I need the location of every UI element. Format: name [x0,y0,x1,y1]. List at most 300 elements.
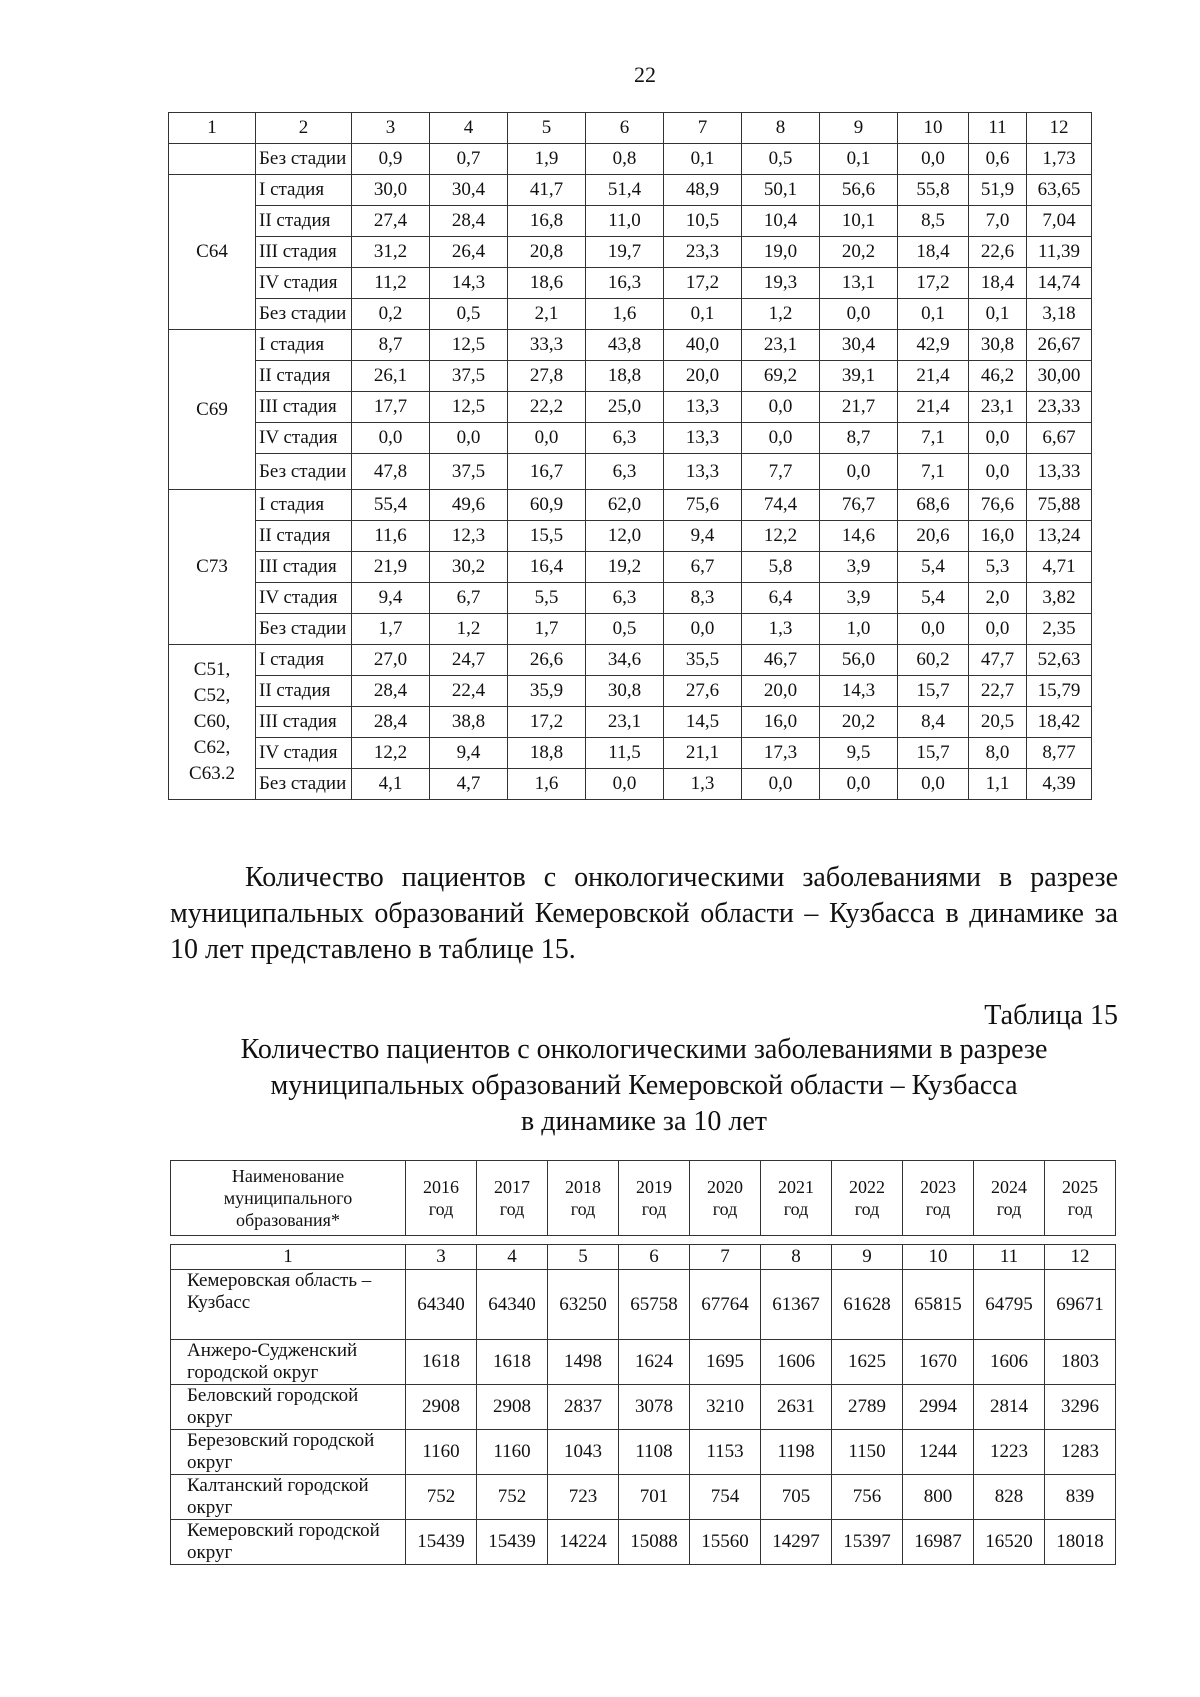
table-header-row [169,113,1092,144]
value-cell: 52,63 [1027,645,1092,676]
value-cell: 0,0 [742,769,820,800]
table-row [169,490,1092,521]
value-cell: 13,3 [664,423,742,454]
value-cell: 9,4 [352,583,430,614]
value-cell: 2,0 [969,583,1027,614]
value-cell: 38,8 [430,707,508,738]
year-header-cell: 2024 год [974,1161,1045,1236]
value-cell: 37,5 [430,361,508,392]
value-cell: 76,7 [820,490,898,521]
header-municipality: Наименование муниципального образования* [171,1161,406,1236]
value-cell: 62,0 [586,490,664,521]
value-cell: 8,4 [898,707,969,738]
value-cell: 21,4 [898,392,969,423]
stage-cell: IV стадия [256,738,352,769]
value-cell: 28,4 [352,707,430,738]
stage-cell: Без стадии [256,144,352,175]
value-cell: 34,6 [586,645,664,676]
value-cell: 0,1 [969,299,1027,330]
value-cell: 14,6 [820,521,898,552]
value-cell: 0,9 [352,144,430,175]
stage-cell: I стадия [256,175,352,206]
stage-cell: I стадия [256,490,352,521]
value-cell: 14224 [548,1520,619,1565]
table-caption [170,1032,1118,1140]
value-cell: 18018 [1045,1520,1116,1565]
year-header-cell: 2016 год [406,1161,477,1236]
value-cell: 1,1 [969,769,1027,800]
value-cell: 6,3 [586,454,664,490]
value-cell: 15439 [477,1520,548,1565]
value-cell: 30,0 [352,175,430,206]
value-cell: 752 [406,1475,477,1520]
value-cell: 1153 [690,1430,761,1475]
value-cell: 27,4 [352,206,430,237]
column-number-cell: 7 [664,113,742,144]
stage-cell: Без стадии [256,454,352,490]
value-cell: 18,4 [969,268,1027,299]
value-cell: 9,4 [430,738,508,769]
municipality-name-cell: Березовский городской округ [171,1430,406,1475]
column-number-cell: 7 [690,1245,761,1270]
municipality-name-cell: Беловский городской округ [171,1385,406,1430]
value-cell: 30,00 [1027,361,1092,392]
value-cell: 30,8 [969,330,1027,361]
value-cell: 12,5 [430,392,508,423]
value-cell: 3,9 [820,552,898,583]
stage-cell: IV стадия [256,268,352,299]
table-row [169,361,1092,392]
table-row [169,676,1092,707]
value-cell: 7,7 [742,454,820,490]
value-cell: 63250 [548,1270,619,1340]
table-row [169,645,1092,676]
value-cell: 16,3 [586,268,664,299]
table-row [171,1475,1116,1520]
value-cell: 20,2 [820,237,898,268]
value-cell: 65758 [619,1270,690,1340]
column-number-cell: 10 [903,1245,974,1270]
table-row [171,1385,1116,1430]
value-cell: 21,1 [664,738,742,769]
value-cell: 2789 [832,1385,903,1430]
municipality-name-cell: Кемеровский городской округ [171,1520,406,1565]
value-cell: 42,9 [898,330,969,361]
table-row [169,738,1092,769]
value-cell: 3296 [1045,1385,1116,1430]
value-cell: 13,33 [1027,454,1092,490]
value-cell: 63,65 [1027,175,1092,206]
value-cell: 6,7 [430,583,508,614]
value-cell: 17,7 [352,392,430,423]
value-cell: 16,8 [508,206,586,237]
value-cell: 51,4 [586,175,664,206]
stage-cell: I стадия [256,330,352,361]
column-number-cell: 2 [256,113,352,144]
value-cell: 1,2 [430,614,508,645]
value-cell: 40,0 [664,330,742,361]
value-cell: 7,1 [898,423,969,454]
value-cell: 1670 [903,1340,974,1385]
value-cell: 14,74 [1027,268,1092,299]
value-cell: 47,7 [969,645,1027,676]
value-cell: 8,7 [352,330,430,361]
table-row [169,330,1092,361]
value-cell: 13,3 [664,392,742,423]
table-row [171,1430,1116,1475]
column-number-cell: 4 [430,113,508,144]
value-cell: 10,1 [820,206,898,237]
value-cell: 23,1 [586,707,664,738]
value-cell: 3078 [619,1385,690,1430]
value-cell: 1198 [761,1430,832,1475]
value-cell: 1,2 [742,299,820,330]
value-cell: 22,7 [969,676,1027,707]
value-cell: 23,1 [742,330,820,361]
stage-distribution-table [168,112,1092,800]
value-cell: 75,6 [664,490,742,521]
value-cell: 0,2 [352,299,430,330]
value-cell: 1695 [690,1340,761,1385]
table-row [169,237,1092,268]
value-cell: 8,0 [969,738,1027,769]
year-header-cell: 2018 год [548,1161,619,1236]
value-cell: 69,2 [742,361,820,392]
value-cell: 1160 [406,1430,477,1475]
diagnosis-code-cell: С73 [169,490,256,645]
value-cell: 0,6 [969,144,1027,175]
value-cell: 1618 [406,1340,477,1385]
value-cell: 26,1 [352,361,430,392]
value-cell: 47,8 [352,454,430,490]
value-cell: 11,0 [586,206,664,237]
value-cell: 1,6 [508,769,586,800]
value-cell: 0,0 [664,614,742,645]
value-cell: 1624 [619,1340,690,1385]
value-cell: 16,0 [742,707,820,738]
table-row [169,552,1092,583]
value-cell: 0,5 [742,144,820,175]
municipal-table-header [170,1160,1116,1236]
value-cell: 1244 [903,1430,974,1475]
value-cell: 31,2 [352,237,430,268]
value-cell: 20,5 [969,707,1027,738]
body-paragraph: Количество пациентов с онкологическими заболеваниями в разрезе муниципальных образований Кемеровской области – Кузбасса в динамике за 10 лет представлено в таблице 15. [170,862,1118,965]
value-cell: 7,04 [1027,206,1092,237]
value-cell: 1043 [548,1430,619,1475]
value-cell: 5,8 [742,552,820,583]
value-cell: 20,8 [508,237,586,268]
table-row [171,1270,1116,1340]
column-number-cell: 3 [352,113,430,144]
value-cell: 3210 [690,1385,761,1430]
value-cell: 2,1 [508,299,586,330]
value-cell: 18,8 [586,361,664,392]
value-cell: 19,2 [586,552,664,583]
value-cell: 46,7 [742,645,820,676]
stage-cell: III стадия [256,237,352,268]
value-cell: 0,0 [742,392,820,423]
table-row [169,583,1092,614]
column-number-cell: 9 [832,1245,903,1270]
table-row [169,707,1092,738]
value-cell: 12,2 [352,738,430,769]
value-cell: 14,3 [820,676,898,707]
value-cell: 76,6 [969,490,1027,521]
value-cell: 705 [761,1475,832,1520]
table-row [169,144,1092,175]
value-cell: 16,4 [508,552,586,583]
value-cell: 8,3 [664,583,742,614]
year-header-cell: 2025 год [1045,1161,1116,1236]
stage-cell: II стадия [256,676,352,707]
value-cell: 17,2 [898,268,969,299]
value-cell: 0,0 [430,423,508,454]
value-cell: 25,0 [586,392,664,423]
value-cell: 46,2 [969,361,1027,392]
caption-line: муниципальных образований Кемеровской области – Кузбасса [270,1070,1018,1101]
column-number-row [171,1245,1116,1270]
value-cell: 7,0 [969,206,1027,237]
value-cell: 2814 [974,1385,1045,1430]
value-cell: 16987 [903,1520,974,1565]
value-cell: 701 [619,1475,690,1520]
value-cell: 26,4 [430,237,508,268]
value-cell: 24,7 [430,645,508,676]
value-cell: 1606 [761,1340,832,1385]
value-cell: 33,3 [508,330,586,361]
value-cell: 0,0 [898,769,969,800]
column-number-cell: 11 [969,113,1027,144]
value-cell: 1,9 [508,144,586,175]
value-cell: 30,8 [586,676,664,707]
value-cell: 11,6 [352,521,430,552]
value-cell: 61367 [761,1270,832,1340]
value-cell: 800 [903,1475,974,1520]
value-cell: 1606 [974,1340,1045,1385]
column-number-cell: 3 [406,1245,477,1270]
value-cell: 15439 [406,1520,477,1565]
value-cell: 60,2 [898,645,969,676]
value-cell: 13,3 [664,454,742,490]
column-number-cell: 10 [898,113,969,144]
table-row [169,175,1092,206]
value-cell: 48,9 [664,175,742,206]
value-cell: 23,33 [1027,392,1092,423]
value-cell: 22,2 [508,392,586,423]
value-cell: 8,77 [1027,738,1092,769]
stage-cell: II стадия [256,361,352,392]
table-row [169,299,1092,330]
value-cell: 0,0 [898,144,969,175]
value-cell: 1625 [832,1340,903,1385]
value-cell: 65815 [903,1270,974,1340]
value-cell: 12,5 [430,330,508,361]
value-cell: 5,3 [969,552,1027,583]
column-number-cell: 1 [169,113,256,144]
year-header-cell: 2022 год [832,1161,903,1236]
value-cell: 8,5 [898,206,969,237]
value-cell: 56,6 [820,175,898,206]
value-cell: 69671 [1045,1270,1116,1340]
value-cell: 4,1 [352,769,430,800]
stage-cell: III стадия [256,392,352,423]
value-cell: 13,24 [1027,521,1092,552]
value-cell: 21,4 [898,361,969,392]
value-cell: 21,7 [820,392,898,423]
value-cell: 60,9 [508,490,586,521]
value-cell: 0,0 [742,423,820,454]
column-number-cell: 9 [820,113,898,144]
year-header-cell: 2017 год [477,1161,548,1236]
table-row [169,454,1092,490]
value-cell: 23,3 [664,237,742,268]
value-cell: 61628 [832,1270,903,1340]
value-cell: 17,2 [664,268,742,299]
value-cell: 41,7 [508,175,586,206]
value-cell: 20,0 [742,676,820,707]
stage-cell: I стадия [256,645,352,676]
value-cell: 17,2 [508,707,586,738]
value-cell: 839 [1045,1475,1116,1520]
column-number-cell: 1 [171,1245,406,1270]
table-row [169,206,1092,237]
municipality-name-cell: Кемеровская область – Кузбасс [171,1270,406,1340]
value-cell: 1,7 [352,614,430,645]
year-header-cell: 2019 год [619,1161,690,1236]
value-cell: 0,0 [969,423,1027,454]
value-cell: 1160 [477,1430,548,1475]
stage-cell: III стадия [256,552,352,583]
value-cell: 51,9 [969,175,1027,206]
column-number-cell: 11 [974,1245,1045,1270]
value-cell: 3,18 [1027,299,1092,330]
value-cell: 30,2 [430,552,508,583]
value-cell: 22,4 [430,676,508,707]
value-cell: 16520 [974,1520,1045,1565]
value-cell: 11,39 [1027,237,1092,268]
value-cell: 4,7 [430,769,508,800]
table-row [169,614,1092,645]
value-cell: 55,4 [352,490,430,521]
value-cell: 18,42 [1027,707,1092,738]
value-cell: 6,3 [586,423,664,454]
diagnosis-code-cell: С69 [169,330,256,490]
value-cell: 39,1 [820,361,898,392]
value-cell: 14,5 [664,707,742,738]
value-cell: 0,0 [820,454,898,490]
value-cell: 0,0 [820,769,898,800]
value-cell: 11,2 [352,268,430,299]
value-cell: 828 [974,1475,1045,1520]
value-cell: 3,82 [1027,583,1092,614]
value-cell: 756 [832,1475,903,1520]
value-cell: 43,8 [586,330,664,361]
value-cell: 18,6 [508,268,586,299]
value-cell: 754 [690,1475,761,1520]
value-cell: 16,0 [969,521,1027,552]
value-cell: 9,4 [664,521,742,552]
value-cell: 6,3 [586,583,664,614]
caption-line: Количество пациентов с онкологическими заболеваниями в разрезе [240,1034,1048,1065]
value-cell: 27,6 [664,676,742,707]
value-cell: 1,0 [820,614,898,645]
value-cell: 0,5 [430,299,508,330]
column-number-cell: 12 [1027,113,1092,144]
value-cell: 49,6 [430,490,508,521]
value-cell: 0,1 [664,299,742,330]
value-cell: 0,1 [664,144,742,175]
column-number-cell: 6 [586,113,664,144]
value-cell: 1223 [974,1430,1045,1475]
value-cell: 0,0 [969,454,1027,490]
stage-cell: III стадия [256,707,352,738]
value-cell: 0,8 [586,144,664,175]
value-cell: 1498 [548,1340,619,1385]
value-cell: 27,0 [352,645,430,676]
value-cell: 26,67 [1027,330,1092,361]
value-cell: 28,4 [430,206,508,237]
value-cell: 12,2 [742,521,820,552]
value-cell: 0,7 [430,144,508,175]
value-cell: 68,6 [898,490,969,521]
value-cell: 1,3 [664,769,742,800]
value-cell: 64795 [974,1270,1045,1340]
value-cell: 14297 [761,1520,832,1565]
value-cell: 50,1 [742,175,820,206]
value-cell: 64340 [477,1270,548,1340]
value-cell: 64340 [406,1270,477,1340]
value-cell: 74,4 [742,490,820,521]
value-cell: 22,6 [969,237,1027,268]
value-cell: 30,4 [430,175,508,206]
value-cell: 12,3 [430,521,508,552]
value-cell: 19,7 [586,237,664,268]
value-cell: 75,88 [1027,490,1092,521]
column-number-cell: 4 [477,1245,548,1270]
value-cell: 1,7 [508,614,586,645]
municipality-name-cell: Калтанский городской округ [171,1475,406,1520]
value-cell: 1150 [832,1430,903,1475]
value-cell: 1,73 [1027,144,1092,175]
value-cell: 12,0 [586,521,664,552]
value-cell: 2631 [761,1385,832,1430]
value-cell: 1,3 [742,614,820,645]
value-cell: 0,1 [820,144,898,175]
value-cell: 9,5 [820,738,898,769]
value-cell: 15,7 [898,676,969,707]
value-cell: 4,71 [1027,552,1092,583]
value-cell: 6,67 [1027,423,1092,454]
value-cell: 26,6 [508,645,586,676]
value-cell: 21,9 [352,552,430,583]
diagnosis-code-cell: С64 [169,175,256,330]
value-cell: 35,9 [508,676,586,707]
value-cell: 16,7 [508,454,586,490]
value-cell: 0,5 [586,614,664,645]
value-cell: 55,8 [898,175,969,206]
value-cell: 0,1 [898,299,969,330]
value-cell: 2908 [406,1385,477,1430]
value-cell: 20,6 [898,521,969,552]
municipal-patients-table [170,1244,1116,1565]
value-cell: 0,0 [898,614,969,645]
value-cell: 2837 [548,1385,619,1430]
value-cell: 5,4 [898,583,969,614]
stage-cell: Без стадии [256,299,352,330]
year-header-cell: 2021 год [761,1161,832,1236]
column-number-cell: 5 [548,1245,619,1270]
